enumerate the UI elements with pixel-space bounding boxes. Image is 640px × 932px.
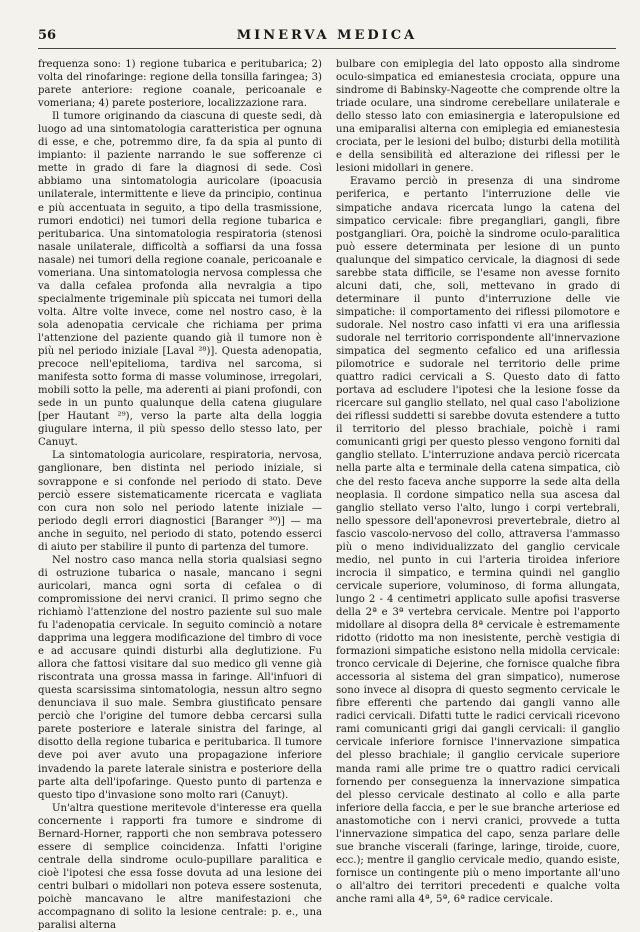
left-column [38, 58, 322, 932]
paragraph: bulbare con emiplegia del lato opposto alla sindrome oculo-simpatica ed emianestesia crociata, oppure una sindrome di Babinsky-Nageotte che comprende oltre la triade oculare, una sindrome cerebellare unilaterale e dello stesso lato con emiasinergia e lateropulsione ed una emiparalisi alterna con emiplegia ed emianestesia crociata, per le lesioni del bulbo; disturbi della motilità e della sensibilità ed alterazione dei riflessi per le lesioni midollari in genere. [336, 59, 620, 175]
paragraph: Eravamo perciò in presenza di una sindrome periferica, e pertanto l'interruzione delle vie simpatiche andava ricercata lungo la catena del simpatico cervicale: fibre pregangliari, gangli, fibre postgangliari. Ora, poichè la sindrome oculo-paralitica può essere determinata per lesione di un punto qualunque del simpatico cervicale, la diagnosi di sede sarebbe stata difficile, se l'esame non avesse fornito alcuni dati, che, soli, mettevano in grado di determinare il punto d'interruzione delle vie simpatiche: il comportamento dei riflessi pilomotore e sudorale. Nel nostro caso infatti vi era una ariflessia sudorale nel territorio corrispondente all'innervazione simpatica del segmento cefalico ed una ariflessia pilomotrice e sudorale nel territorio delle prime quattro radici cervicali a S. Questo dato di fatto portava ad escludere l'ipotesi che la lesione fosse da ricercare sul ganglio stellato, nel qual caso l'abolizione dei riflessi suddetti si sarebbe dovuta estendere a tutto il territorio del plesso brachiale, poichè i rami comunicanti grigi per questo plesso vengono forniti dal ganglio stellato. L'interruzione andava perciò ricercata nella parte alta e terminale della catena simpatica, ciò che del resto faceva anche supporre la sede alta della neoplasia. Il cordone simpatico nella sua ascesa dal ganglio stellato verso l'alto, lungo i corpi vertebrali, nello spessore dell'aponevrosi prevertebrale, dietro al fascio vascolo-nervoso del collo, attraversa l'ammasso più o meno individualizzato del ganglio cervicale medio, nel punto in cui l'arteria tiroidea inferiore incrocia il simpatico, e termina quindi nel ganglio cervicale superiore, voluminoso, di forma allungata, lungo 2 - 4 centimetri applicato sulle apofisi trasverse della 2ª e 3ª vertebra cervicale. Mentre poi l'apporto midollare al disopra della 8ª cervicale è estremamente ridotto (ridotto ma non inesistente, perchè vestigia di formazioni simpatiche esistono nella midolla cervicale: tronco cervicale di Dejerine, che fornisce qualche fibra accessoria al sistema del gran simpatico), numerose sono invece al disopra di questo segmento cervicale le fibre efferenti che partendo dai gangli vanno alle radici cervicali. Difatti tutte le radici cervicali ricevono rami comunicanti grigi dai gangli cervicali: il ganglio cervicale inferiore fornisce l'innervazione simpatica del plesso brachiale; il ganglio cervicale superiore manda rami alle prime tre o quattro radici cervicali fornendo per conseguenza la innervazione simpatica del plesso cervicale destinato al collo e alla parte inferiore della faccia, e per le sue branche arteriose ed anastomotiche con i nervi cranici, provvede a tutta l'innervazione simpatica del capo, senza parlare delle sue branche viscerali (faringe, laringe, tiroide, cuore, ecc.); mentre il ganglio cervicale medio, quando esiste, fornisce un contingente più o meno importante all'uno o all'altro dei territori precedenti e qualche volta anche rami alla 4ª, 5ª, 6ª radice cervicale. [336, 176, 620, 905]
paragraph: La sintomatologia auricolare, respiratoria, nervosa, ganglionare, ben distinta nel periodo iniziale, si sovrappone e si confonde nel periodo di stato. Deve perciò essere sistematicamente ricercata e vagliata con cura non solo nel periodo latente iniziale — periodo degli errori diagnostici [Baranger ³⁰)] — ma anche in seguito, nel periodo di stato, potendo esserci di aiuto per stabilire il punto di partenza del tumore. [38, 450, 322, 553]
page-number: 56 [38, 28, 57, 43]
paragraph: Un'altra questione meritevole d'interesse era quella concernente i rapporti fra tumore e sindrome di Bernard-Horner, rapporti che non sembrava potessero essere di semplice coincidenza. Infatti l'origine centrale della sindrome oculo-pupillare paralitica e cioè l'ipotesi che essa fosse dovuta ad una lesione dei centri bulbari o midollari non poteva essere sostenuta, poichè mancavano le altre manifestazioni che accompagnano di solito la lesione centrale: p. e., una paralisi alterna [38, 802, 322, 932]
journal-title: MINERVA MEDICA [236, 28, 418, 43]
paragraph: Nel nostro caso manca nella storia qualsiasi segno di ostruzione tubarica o nasale, mancano i segni auricolari, manca ogni sorta di cefalea o di compromissione dei nervi cranici. Il primo segno che richiamò l'attenzione del nostro paziente sul suo male fu l'adenopatia cervicale. In seguito cominciò a notare dapprima una leggera modificazione del timbro di voce e ad accusare quindi disturbi alla deglutizione. Fu allora che fattosi visitare dal suo medico gli venne già riscontrata una grossa massa in faringe. All'infuori di questa scarsissima sintomatologia, nessun altro segno denunciava il suo male. Sembra giustificato pensare perciò che l'origine del tumore debba cercarsi sulla parete posteriore e laterale sinistra del faringe, al disotto della regione tubarica e peritubarica. Il tumore deve poi aver avuto una propagazione inferiore invadendo la parete laterale sinistra e posteriore della parte alta dell'ipofaringe. Questo punto di partenza e questo tipo d'invasione sono molto rari (Canuyt). [38, 554, 322, 801]
page-header [38, 28, 616, 48]
header-divider [38, 48, 616, 49]
paragraph: Il tumore originando da ciascuna di queste sedi, dà luogo ad una sintomatologia caratteristica per ognuna di esse, e che, potremmo dire, fa da spia al punto di impianto: il paziente narrando le sue sofferenze ci mette in grado di fare la diagnosi di sede. Così abbiamo una sintomatologia auricolare (ipoacusia unilaterale, intermittente e lieve da principio, continua e più accentuata in seguito, a tipo della trasmissione, rumori endotici) nei tumori della regione tubarica e peritubarica. Una sintomatologia respiratoria (stenosi nasale unilaterale, difficoltà a soffiarsi da una fossa nasale) nei tumori della regione coanale, pericoanale e vomeriana. Una sintomatologia nervosa complessa che va dalla cefalea profonda alla nevralgia a tipo specialmente trigeminale più spiccata nei tumori della volta. Altre volte invece, come nel nostro caso, è la sola adenopatia cervicale che richiama per prima l'attenzione del paziente quando già il tumore non è più nel periodo iniziale [Laval ²⁸)]. Questa adenopatia, precoce nell'epitelioma, tardiva nel sarcoma, si manifesta sotto forma di masse voluminose, irregolari, mobili sotto la pelle, ma aderenti ai piani profondi, con sede in un punto qualunque della catena giugulare [per Hautant ²⁹), verso la parte alta della loggia giugulare interna, il più spesso dello stesso lato, per Canuyt. [38, 111, 322, 449]
paragraph: frequenza sono: 1) regione tubarica e peritubarica; 2) volta del rinofaringe: regione della tonsilla faringea; 3) parete anteriore: regione coanale, pericoanale e vomeriana; 4) parete posteriore, localizzazione rara. [38, 59, 322, 110]
right-column [336, 58, 620, 906]
